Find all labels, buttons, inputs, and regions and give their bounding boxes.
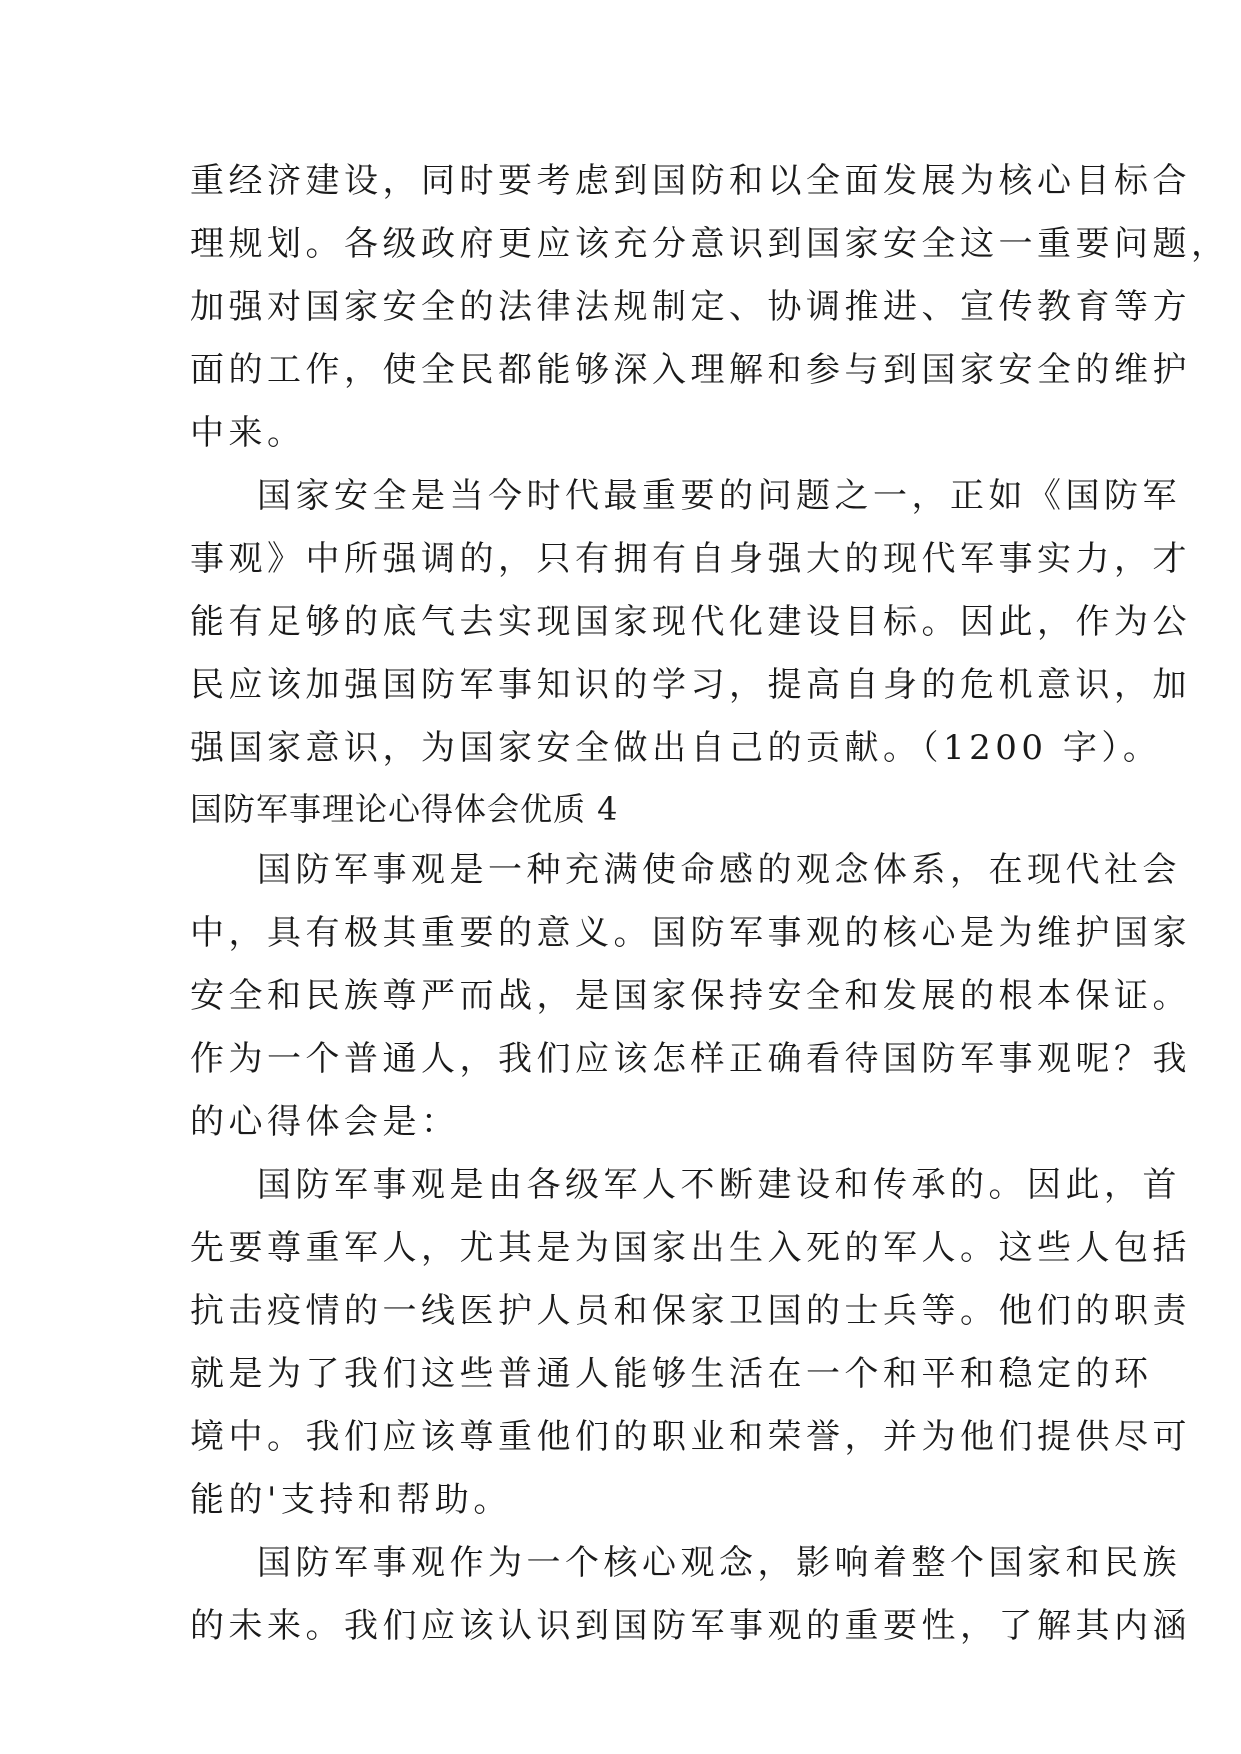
- paragraph-line: 作为一个普通人，我们应该怎样正确看待国防军事观呢？我: [190, 1039, 1191, 1079]
- paragraph-line: 安全和民族尊严而战，是国家保持安全和发展的根本保证。: [190, 976, 1191, 1016]
- paragraph-line: 就是为了我们这些普通人能够生活在一个和平和稳定的环: [190, 1354, 1153, 1394]
- section-heading: 国防军事理论心得体会优质 4: [190, 790, 619, 828]
- paragraph-line: 重经济建设，同时要考虑到国防和以全面发展为核心目标合: [190, 161, 1191, 201]
- paragraph-line: 国防军事观作为一个核心观念，影响着整个国家和民族: [257, 1543, 1181, 1583]
- paragraph-line: 国防军事观是一种充满使命感的观念体系，在现代社会: [257, 850, 1181, 890]
- paragraph-line: 加强对国家安全的法律法规制定、协调推进、宣传教育等方: [190, 287, 1191, 327]
- paragraph-line: 先要尊重军人，尤其是为国家出生入死的军人。这些人包括: [190, 1228, 1191, 1268]
- paragraph-line: 抗击疫情的一线医护人员和保家卫国的士兵等。他们的职责: [190, 1291, 1191, 1331]
- paragraph-line: 理规划。各级政府更应该充分意识到国家安全这一重要问题，: [190, 224, 1230, 264]
- paragraph-line: 国防军事观是由各级军人不断建设和传承的。因此，首: [257, 1165, 1181, 1205]
- paragraph-line: 的心得体会是：: [190, 1102, 460, 1142]
- paragraph-line: 中来。: [190, 413, 306, 453]
- paragraph-line: 强国家意识，为国家安全做出自己的贡献。（1200 字）。: [190, 728, 1162, 768]
- paragraph-line: 面的工作，使全民都能够深入理解和参与到国家安全的维护: [190, 350, 1191, 390]
- paragraph-line: 事观》中所强调的，只有拥有自身强大的现代军事实力，才: [190, 539, 1191, 579]
- paragraph-line: 中，具有极其重要的意义。国防军事观的核心是为维护国家: [190, 913, 1191, 953]
- paragraph-line: 的未来。我们应该认识到国防军事观的重要性，了解其内涵: [190, 1606, 1191, 1646]
- paragraph-line: 国家安全是当今时代最重要的问题之一，正如《国防军: [257, 476, 1181, 516]
- paragraph-line: 境中。我们应该尊重他们的职业和荣誉，并为他们提供尽可: [190, 1417, 1191, 1457]
- paragraph-line: 能的'支持和帮助。: [190, 1480, 512, 1520]
- paragraph-line: 民应该加强国防军事知识的学习，提高自身的危机意识，加: [190, 665, 1191, 705]
- paragraph-line: 能有足够的底气去实现国家现代化建设目标。因此，作为公: [190, 602, 1191, 642]
